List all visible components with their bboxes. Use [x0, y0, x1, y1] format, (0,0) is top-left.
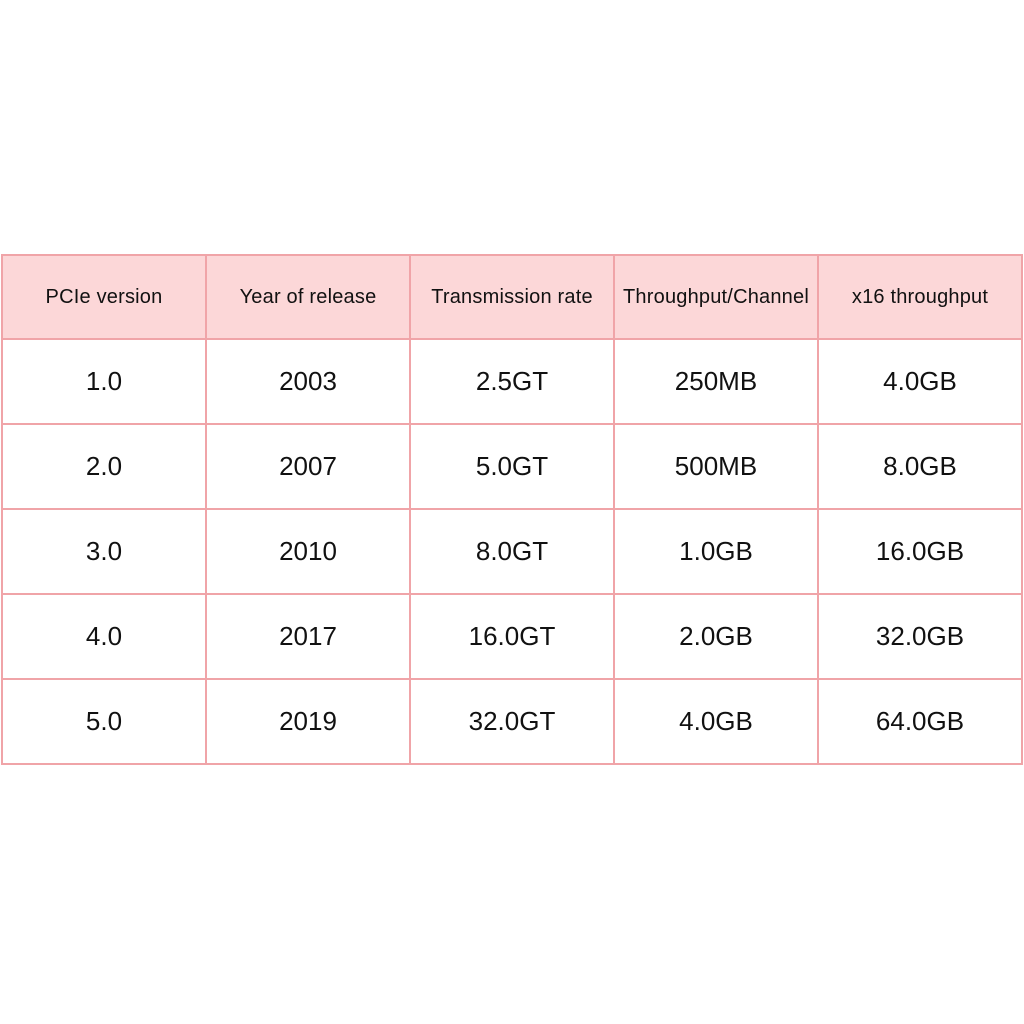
cell-year-of-release: 2003: [206, 339, 410, 424]
header-x16-throughput: x16 throughput: [818, 255, 1022, 339]
cell-year-of-release: 2007: [206, 424, 410, 509]
header-row: [2, 255, 1022, 339]
cell-x16-throughput: 16.0GB: [818, 509, 1022, 594]
cell-transmission-rate: 2.5GT: [410, 339, 614, 424]
header-throughput-channel: Throughput/Channel: [614, 255, 818, 339]
cell-throughput-channel: 4.0GB: [614, 679, 818, 764]
pcie-spec-table: [1, 254, 1023, 765]
table-row: [2, 679, 1022, 764]
header-transmission-rate: Transmission rate: [410, 255, 614, 339]
cell-year-of-release: 2017: [206, 594, 410, 679]
cell-x16-throughput: 8.0GB: [818, 424, 1022, 509]
table-header: [2, 255, 1022, 339]
cell-transmission-rate: 32.0GT: [410, 679, 614, 764]
cell-x16-throughput: 4.0GB: [818, 339, 1022, 424]
cell-pcie-version: 1.0: [2, 339, 206, 424]
table-body: [2, 339, 1022, 764]
cell-year-of-release: 2010: [206, 509, 410, 594]
cell-throughput-channel: 500MB: [614, 424, 818, 509]
header-pcie-version: PCIe version: [2, 255, 206, 339]
cell-pcie-version: 2.0: [2, 424, 206, 509]
cell-throughput-channel: 2.0GB: [614, 594, 818, 679]
cell-pcie-version: 3.0: [2, 509, 206, 594]
cell-transmission-rate: 5.0GT: [410, 424, 614, 509]
cell-transmission-rate: 16.0GT: [410, 594, 614, 679]
cell-throughput-channel: 1.0GB: [614, 509, 818, 594]
cell-x16-throughput: 32.0GB: [818, 594, 1022, 679]
table-row: [2, 424, 1022, 509]
cell-pcie-version: 5.0: [2, 679, 206, 764]
cell-x16-throughput: 64.0GB: [818, 679, 1022, 764]
cell-year-of-release: 2019: [206, 679, 410, 764]
cell-pcie-version: 4.0: [2, 594, 206, 679]
table-row: [2, 594, 1022, 679]
cell-throughput-channel: 250MB: [614, 339, 818, 424]
table-row: [2, 509, 1022, 594]
cell-transmission-rate: 8.0GT: [410, 509, 614, 594]
table-row: [2, 339, 1022, 424]
header-year-of-release: Year of release: [206, 255, 410, 339]
